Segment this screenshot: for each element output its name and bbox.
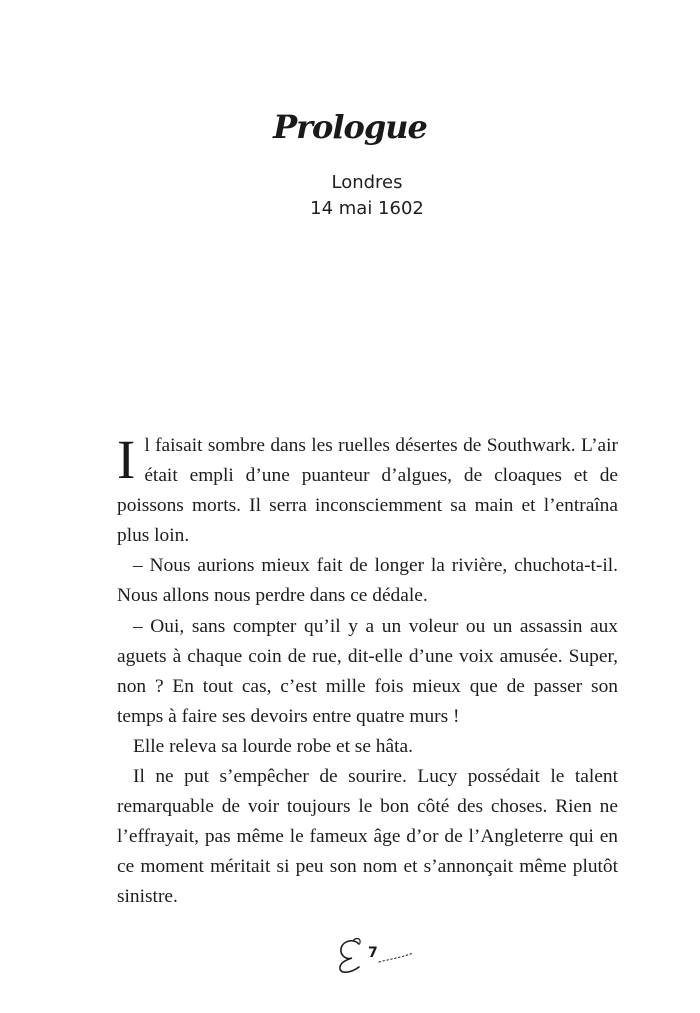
drop-cap: I xyxy=(117,429,136,490)
paragraph-5: Il ne put s’empêcher de sourire. Lucy possédait le talent remarquable de voir toujours le bon côté des choses. Rien ne l’effrayait, pas même le fameux âge d’or de l’Angleterre qui en ce moment méritait si peu son nom et s’annonçait même plutôt sinistre. xyxy=(117,766,618,908)
paragraph-2: – Nous aurions mieux fait de longer la rivière, chuchota-t-il. Nous allons nous perdre dans ce dédale. xyxy=(117,555,618,607)
page-number: 7 xyxy=(368,945,378,961)
chapter-title: Prologue xyxy=(273,108,427,146)
folio-ornament-icon xyxy=(333,935,423,975)
chapter-place-date xyxy=(0,170,700,222)
paragraph-1 xyxy=(117,431,618,551)
paragraph-1-text: l faisait sombre dans les ruelles désertes de Southwark. L’air était empli d’une puanteur d’algues, de cloaques et de poissons morts. Il serra inconsciemment sa main et l’entraîna plus loin. xyxy=(117,435,618,547)
page-folio xyxy=(333,935,423,975)
paragraph-3: – Oui, sans compter qu’il y a un voleur ou un assassin aux aguets à chaque coin de rue, dit-elle d’une voix amusée. Super, non ? En tout cas, c’est mille fois mieux que de passer son temps à faire ses devoirs entre quatre murs ! xyxy=(117,615,618,727)
chapter-date: 14 mai 1602 xyxy=(310,198,424,219)
paragraph-4: Elle releva sa lourde robe et se hâta. xyxy=(133,735,413,757)
chapter-place: Londres xyxy=(331,172,403,193)
chapter-body xyxy=(117,431,618,913)
